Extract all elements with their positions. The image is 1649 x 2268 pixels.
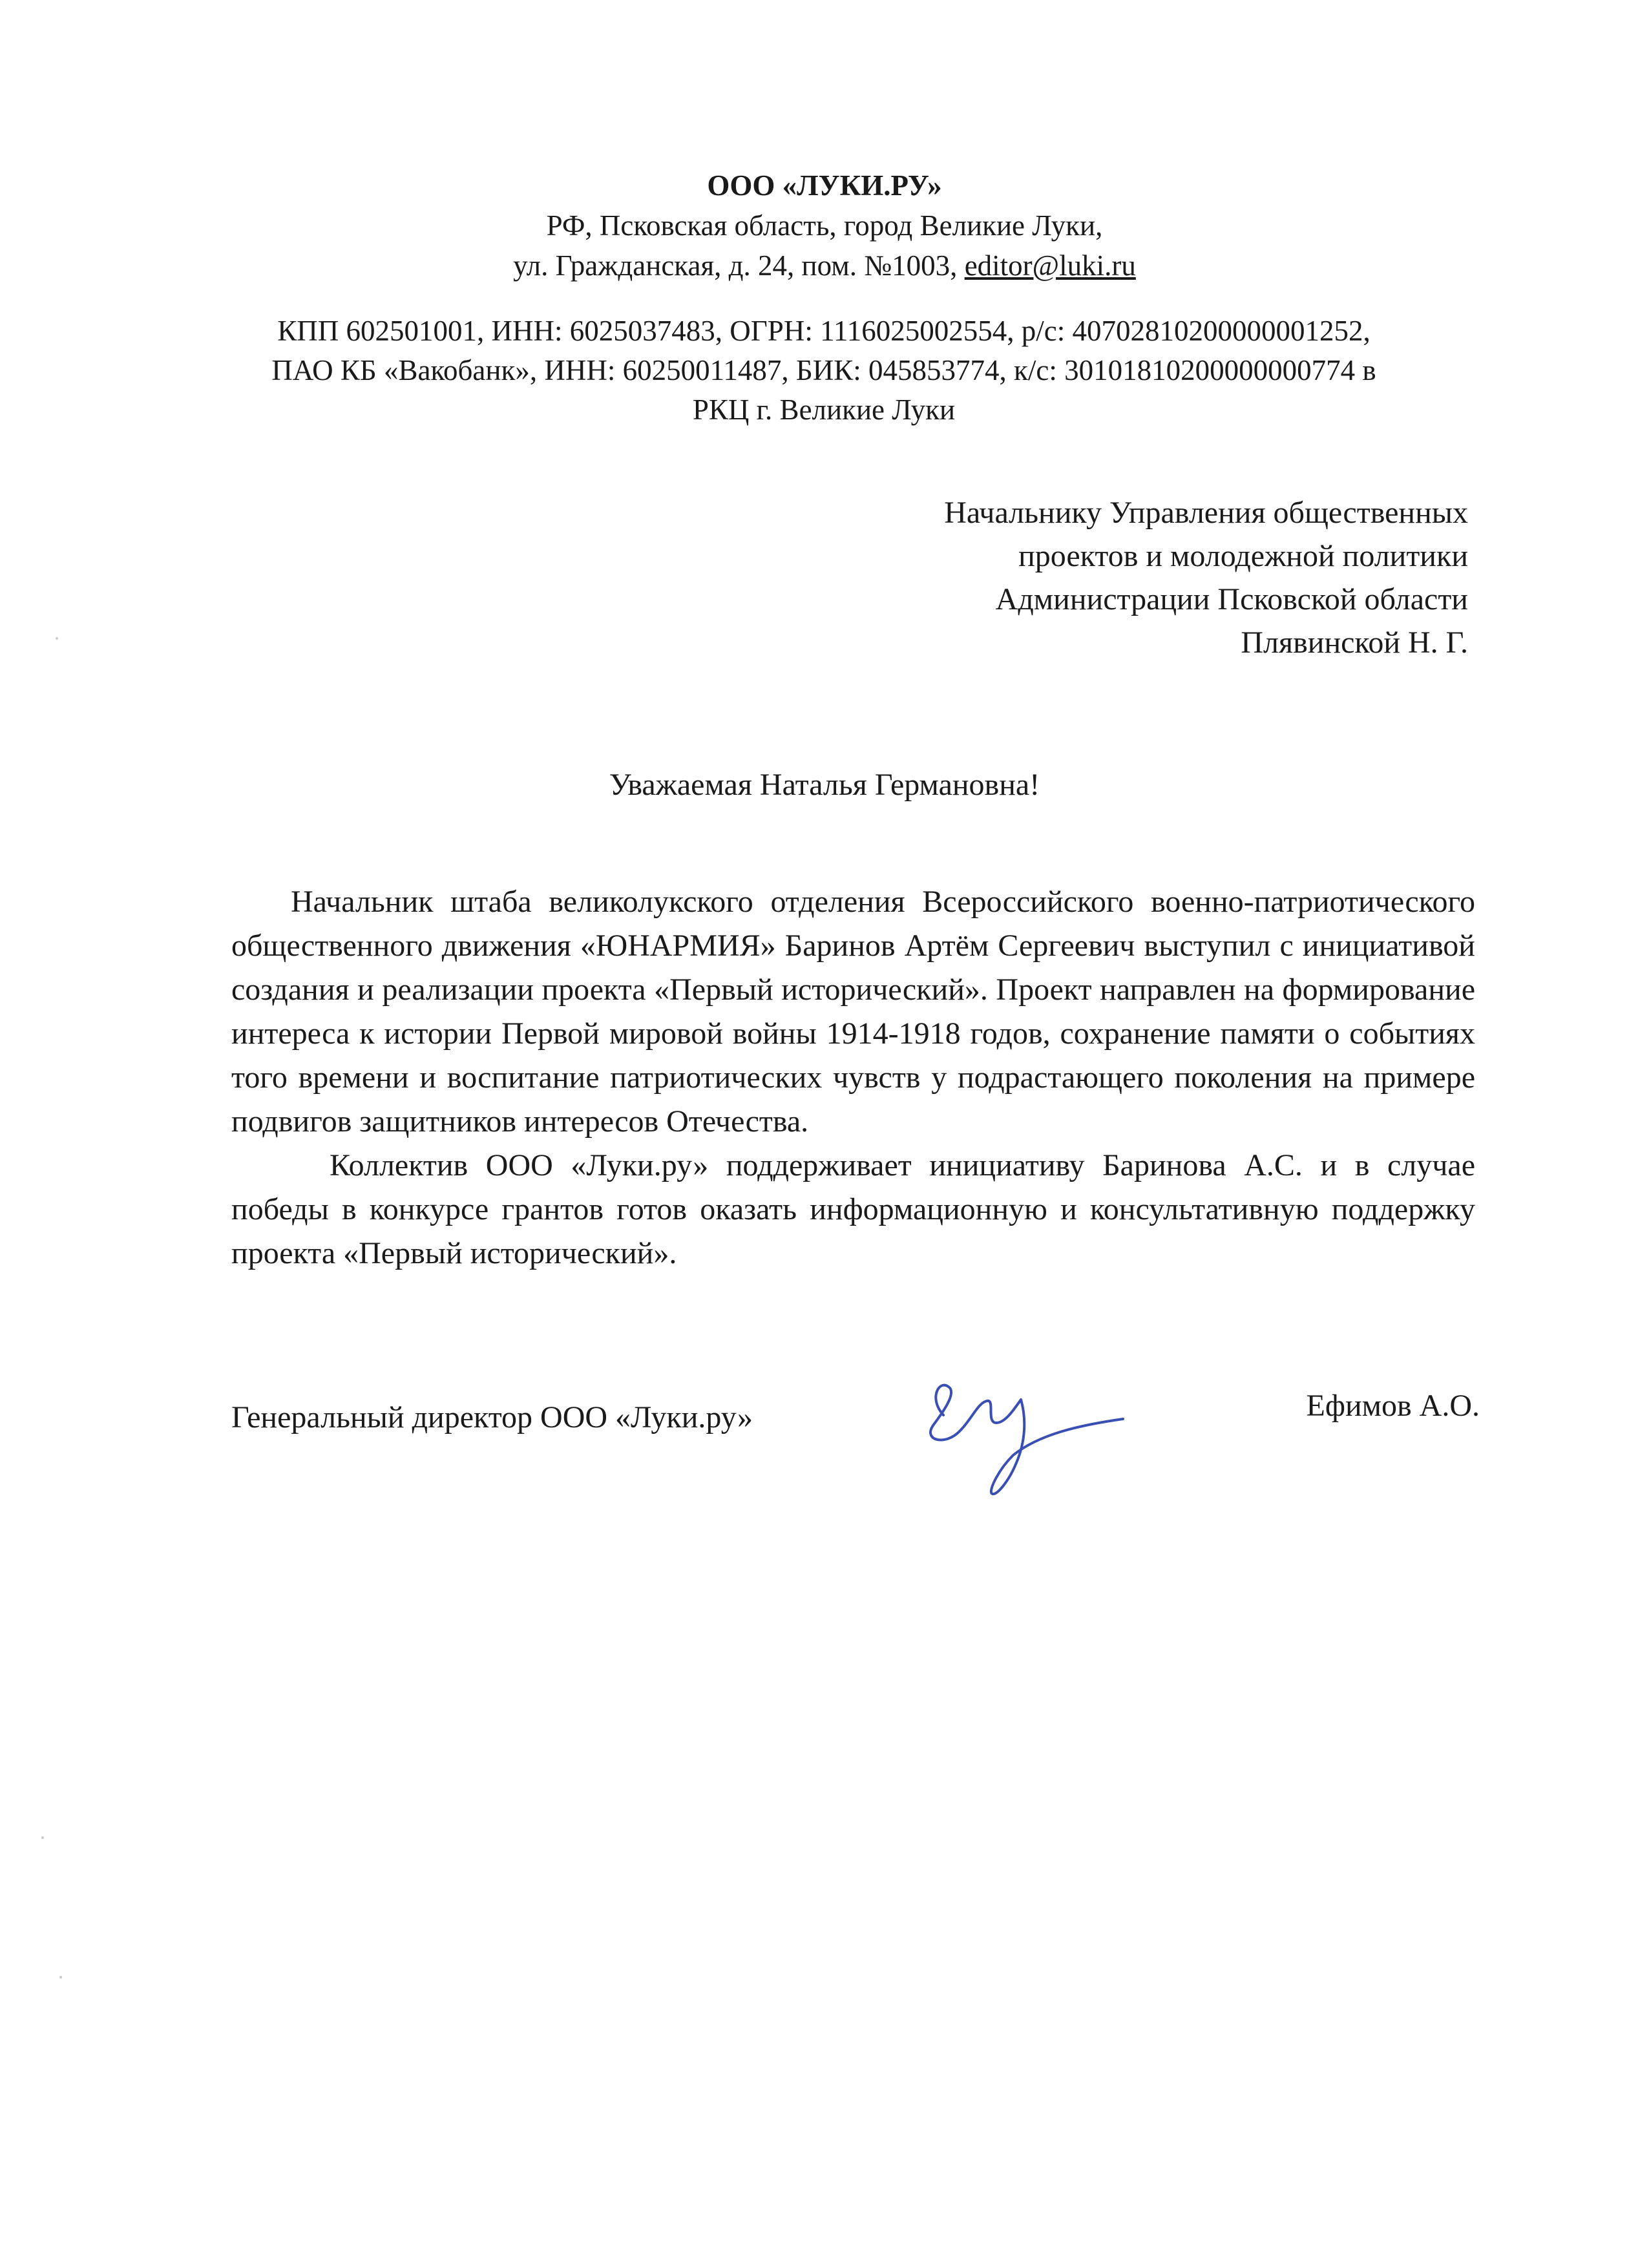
- requisites-line-3: РКЦ г. Великие Луки: [692, 394, 956, 426]
- addressee-line-4: Плявинской Н. Г.: [1241, 625, 1468, 660]
- address-line-1: РФ, Псковская область, город Великие Луки,: [546, 209, 1103, 242]
- company-name: ООО «ЛУКИ.РУ»: [707, 169, 942, 202]
- signatory-title: Генеральный директор ООО «Луки.ру»: [231, 1400, 753, 1434]
- scan-speck: [41, 1836, 44, 1839]
- handwritten-signature: [916, 1356, 1129, 1504]
- scan-speck: [56, 637, 58, 640]
- body-paragraph-2: Коллектив ООО «Луки.ру» поддерживает инициативу Баринова А.С. и в случае победы в конкурсе грантов готов оказать информационную и консультативную поддержку проекта «Первый исторический».: [231, 1148, 1475, 1270]
- scan-speck: [59, 1976, 62, 1979]
- signatory-name: Ефимов А.О.: [1306, 1389, 1480, 1423]
- letter-body: [231, 880, 1475, 1276]
- requisites-line-2: ПАО КБ «Вакобанк», ИНН: 60250011487, БИК: 045853774, к/с: 30101810200000000774 в: [271, 354, 1376, 386]
- addressee-line-2: проектов и молодежной политики: [1018, 539, 1468, 573]
- address-line-2: [0, 246, 1649, 286]
- requisites: [194, 311, 1454, 430]
- email-link[interactable]: editor@luki.ru: [964, 249, 1136, 282]
- body-paragraph-1: Начальник штаба великолукского отделения Всероссийского военно-патриотического общественного движения «ЮНАРМИЯ» Баринов Артём Сергеевич выступил с инициативой создания и реализации проекта «Первый исторический». Проект направлен на формирование интереса к истории Первой мировой войны 1914-1918 годов, сохранение памяти о событиях того времени и воспитание патриотических чувств у подрастающего поколения на примере подвигов защитников интересов Отечества.: [231, 885, 1475, 1139]
- salutation: Уважаемая Наталья Германовна!: [609, 768, 1040, 802]
- address-street: ул. Гражданская, д. 24, пом. №1003,: [513, 249, 965, 282]
- addressee-block: [693, 491, 1468, 664]
- signature-stroke: [930, 1385, 1123, 1494]
- addressee-line-1: Начальнику Управления общественных: [944, 496, 1468, 530]
- requisites-line-1: КПП 602501001, ИНН: 6025037483, ОГРН: 1116025002554, р/с: 40702810200000001252,: [277, 315, 1371, 347]
- addressee-line-3: Администрации Псковской области: [995, 582, 1468, 616]
- letterhead: [0, 165, 1649, 286]
